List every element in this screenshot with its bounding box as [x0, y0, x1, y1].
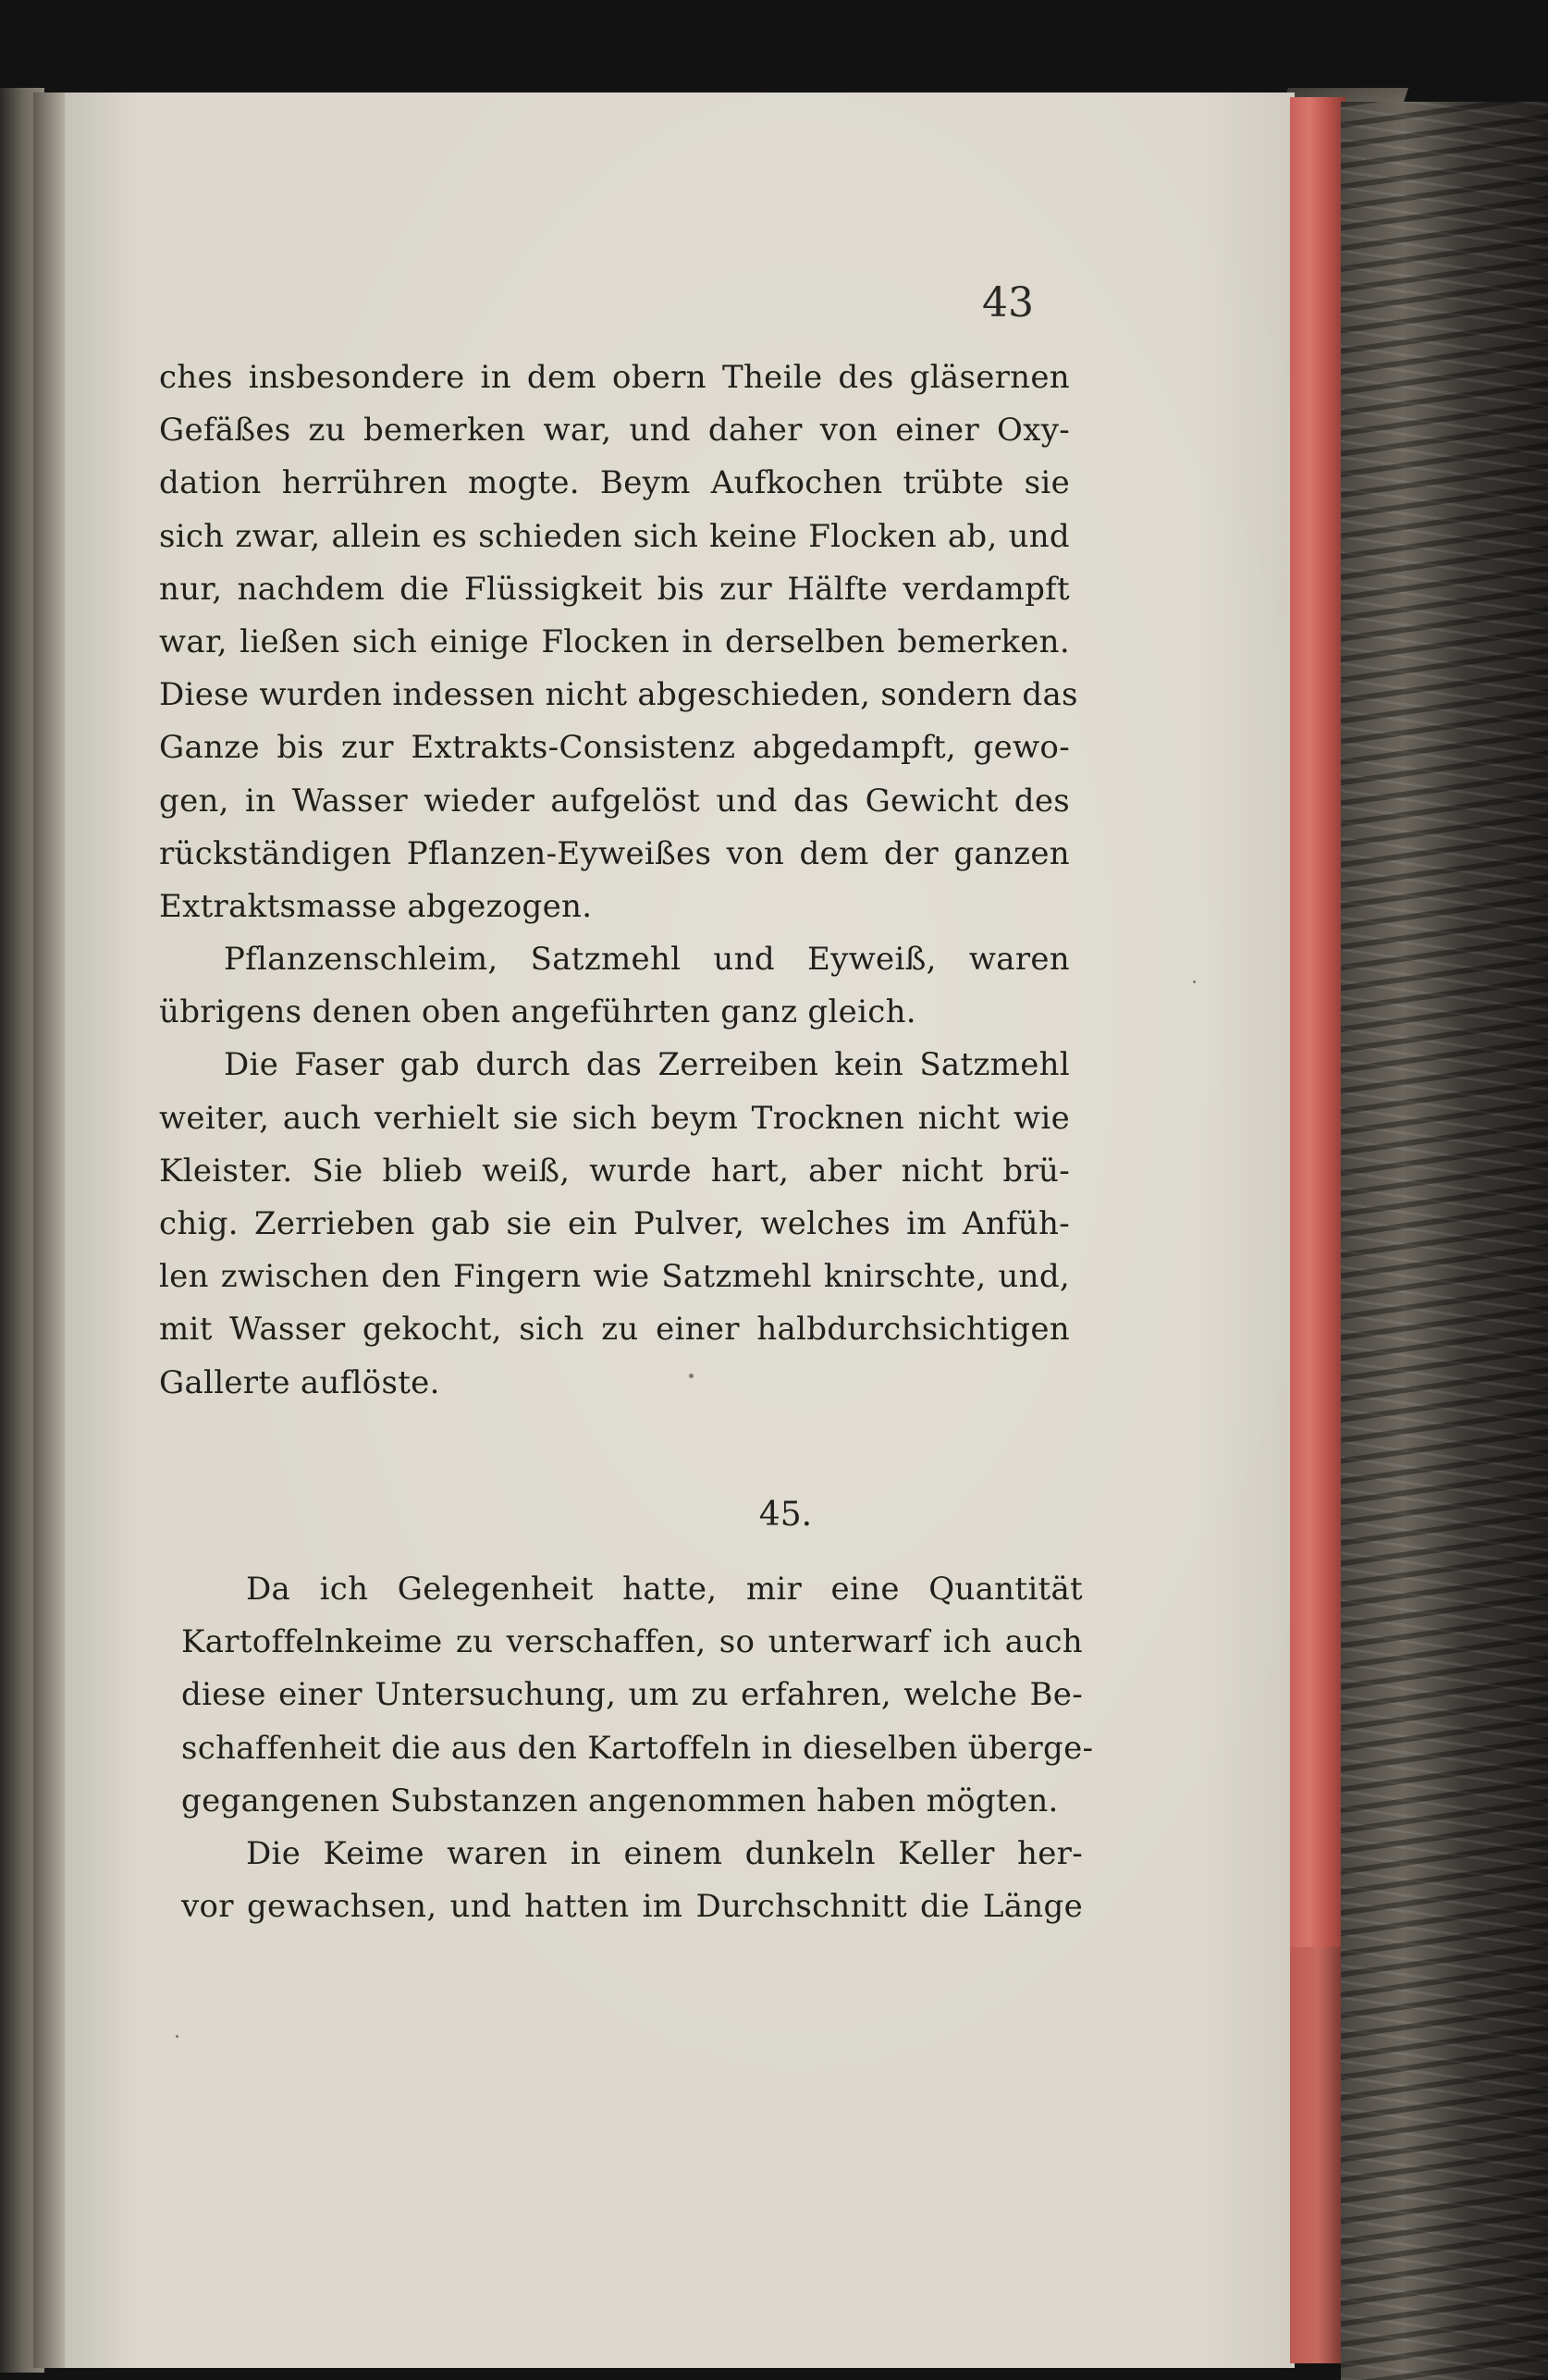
page-number: 43: [982, 279, 1034, 327]
text-line: chig. Zerrieben gab sie ein Pulver, welches im Anfüh-: [159, 1205, 1070, 1242]
text-line: Kleister. Sie blieb weiß, wurde hart, aber nicht brü-: [159, 1152, 1070, 1190]
text-block-upper: [159, 351, 1078, 1410]
text-line: Die Keime waren in einem dunkeln Keller her-: [246, 1834, 1083, 1872]
text-line: gegangenen Substanzen angenommen haben mögten.: [181, 1782, 1059, 1819]
text-line: übrigens denen oben angeführten ganz gleich.: [159, 993, 916, 1031]
text-line: gen, in Wasser wieder aufgelöst und das Gewicht des: [159, 782, 1070, 820]
text-line: Pflanzenschleim, Satzmehl und Eyweiß, waren: [224, 941, 1070, 979]
paper-speck: [689, 1374, 694, 1378]
paper-speck: [1193, 980, 1196, 983]
text-line: Gallerte auflöste.: [159, 1363, 440, 1401]
text-line: nur, nachdem die Flüssigkeit bis zur Hälfte verdampft: [159, 570, 1070, 608]
text-line: Extraktsmasse abgezogen.: [159, 887, 593, 925]
text-line: vor gewachsen, und hatten im Durchschnitt die Länge: [181, 1888, 1083, 1926]
text-line: mit Wasser gekocht, sich zu einer halbdurchsichtigen: [159, 1311, 1070, 1349]
text-line: war, ließen sich einige Flocken in derselben bemerken.: [159, 623, 1070, 660]
text-line: rückständigen Pflanzen-Eyweißes von dem der ganzen: [159, 834, 1070, 872]
text-line: Da ich Gelegenheit hatte, mir eine Quantität: [246, 1571, 1083, 1608]
text-line: sich zwar, allein es schieden sich keine Flocken ab, und: [159, 517, 1070, 555]
text-line: Ganze bis zur Extrakts-Consistenz abgedampft, gewo-: [159, 729, 1070, 767]
text-line: Die Faser gab durch das Zerreiben kein Satzmehl: [224, 1046, 1070, 1084]
text-line: ches insbesondere in dem obern Theile des gläsernen: [159, 359, 1070, 396]
text-line: dation herrühren mogte. Beym Aufkochen trübte sie: [159, 464, 1070, 502]
marbled-cover: [1341, 102, 1548, 2380]
red-page-edge-lower: [1290, 1947, 1345, 2363]
red-page-edge: [1290, 97, 1345, 1947]
text-line: len zwischen den Fingern wie Satzmehl knirschte, und,: [159, 1258, 1070, 1296]
text-line: diese einer Untersuchung, um zu erfahren, welche Be-: [181, 1676, 1083, 1714]
section-number: 45.: [758, 1496, 813, 1534]
text-line: schaffenheit die aus den Kartoffeln in dieselben überge-: [181, 1729, 1094, 1767]
paper-speck: [176, 2035, 178, 2038]
text-line: Diese wurden indessen nicht abgeschieden, sondern das: [159, 676, 1078, 714]
text-block-lower: [181, 1563, 1094, 1933]
text-line: Gefäßes zu bemerken war, und daher von einer Oxy-: [159, 412, 1070, 450]
text-line: Kartoffelnkeime zu verschaffen, so unterwarf ich auch: [181, 1623, 1083, 1661]
text-line: weiter, auch verhielt sie sich beym Trocknen nicht wie: [159, 1099, 1070, 1137]
